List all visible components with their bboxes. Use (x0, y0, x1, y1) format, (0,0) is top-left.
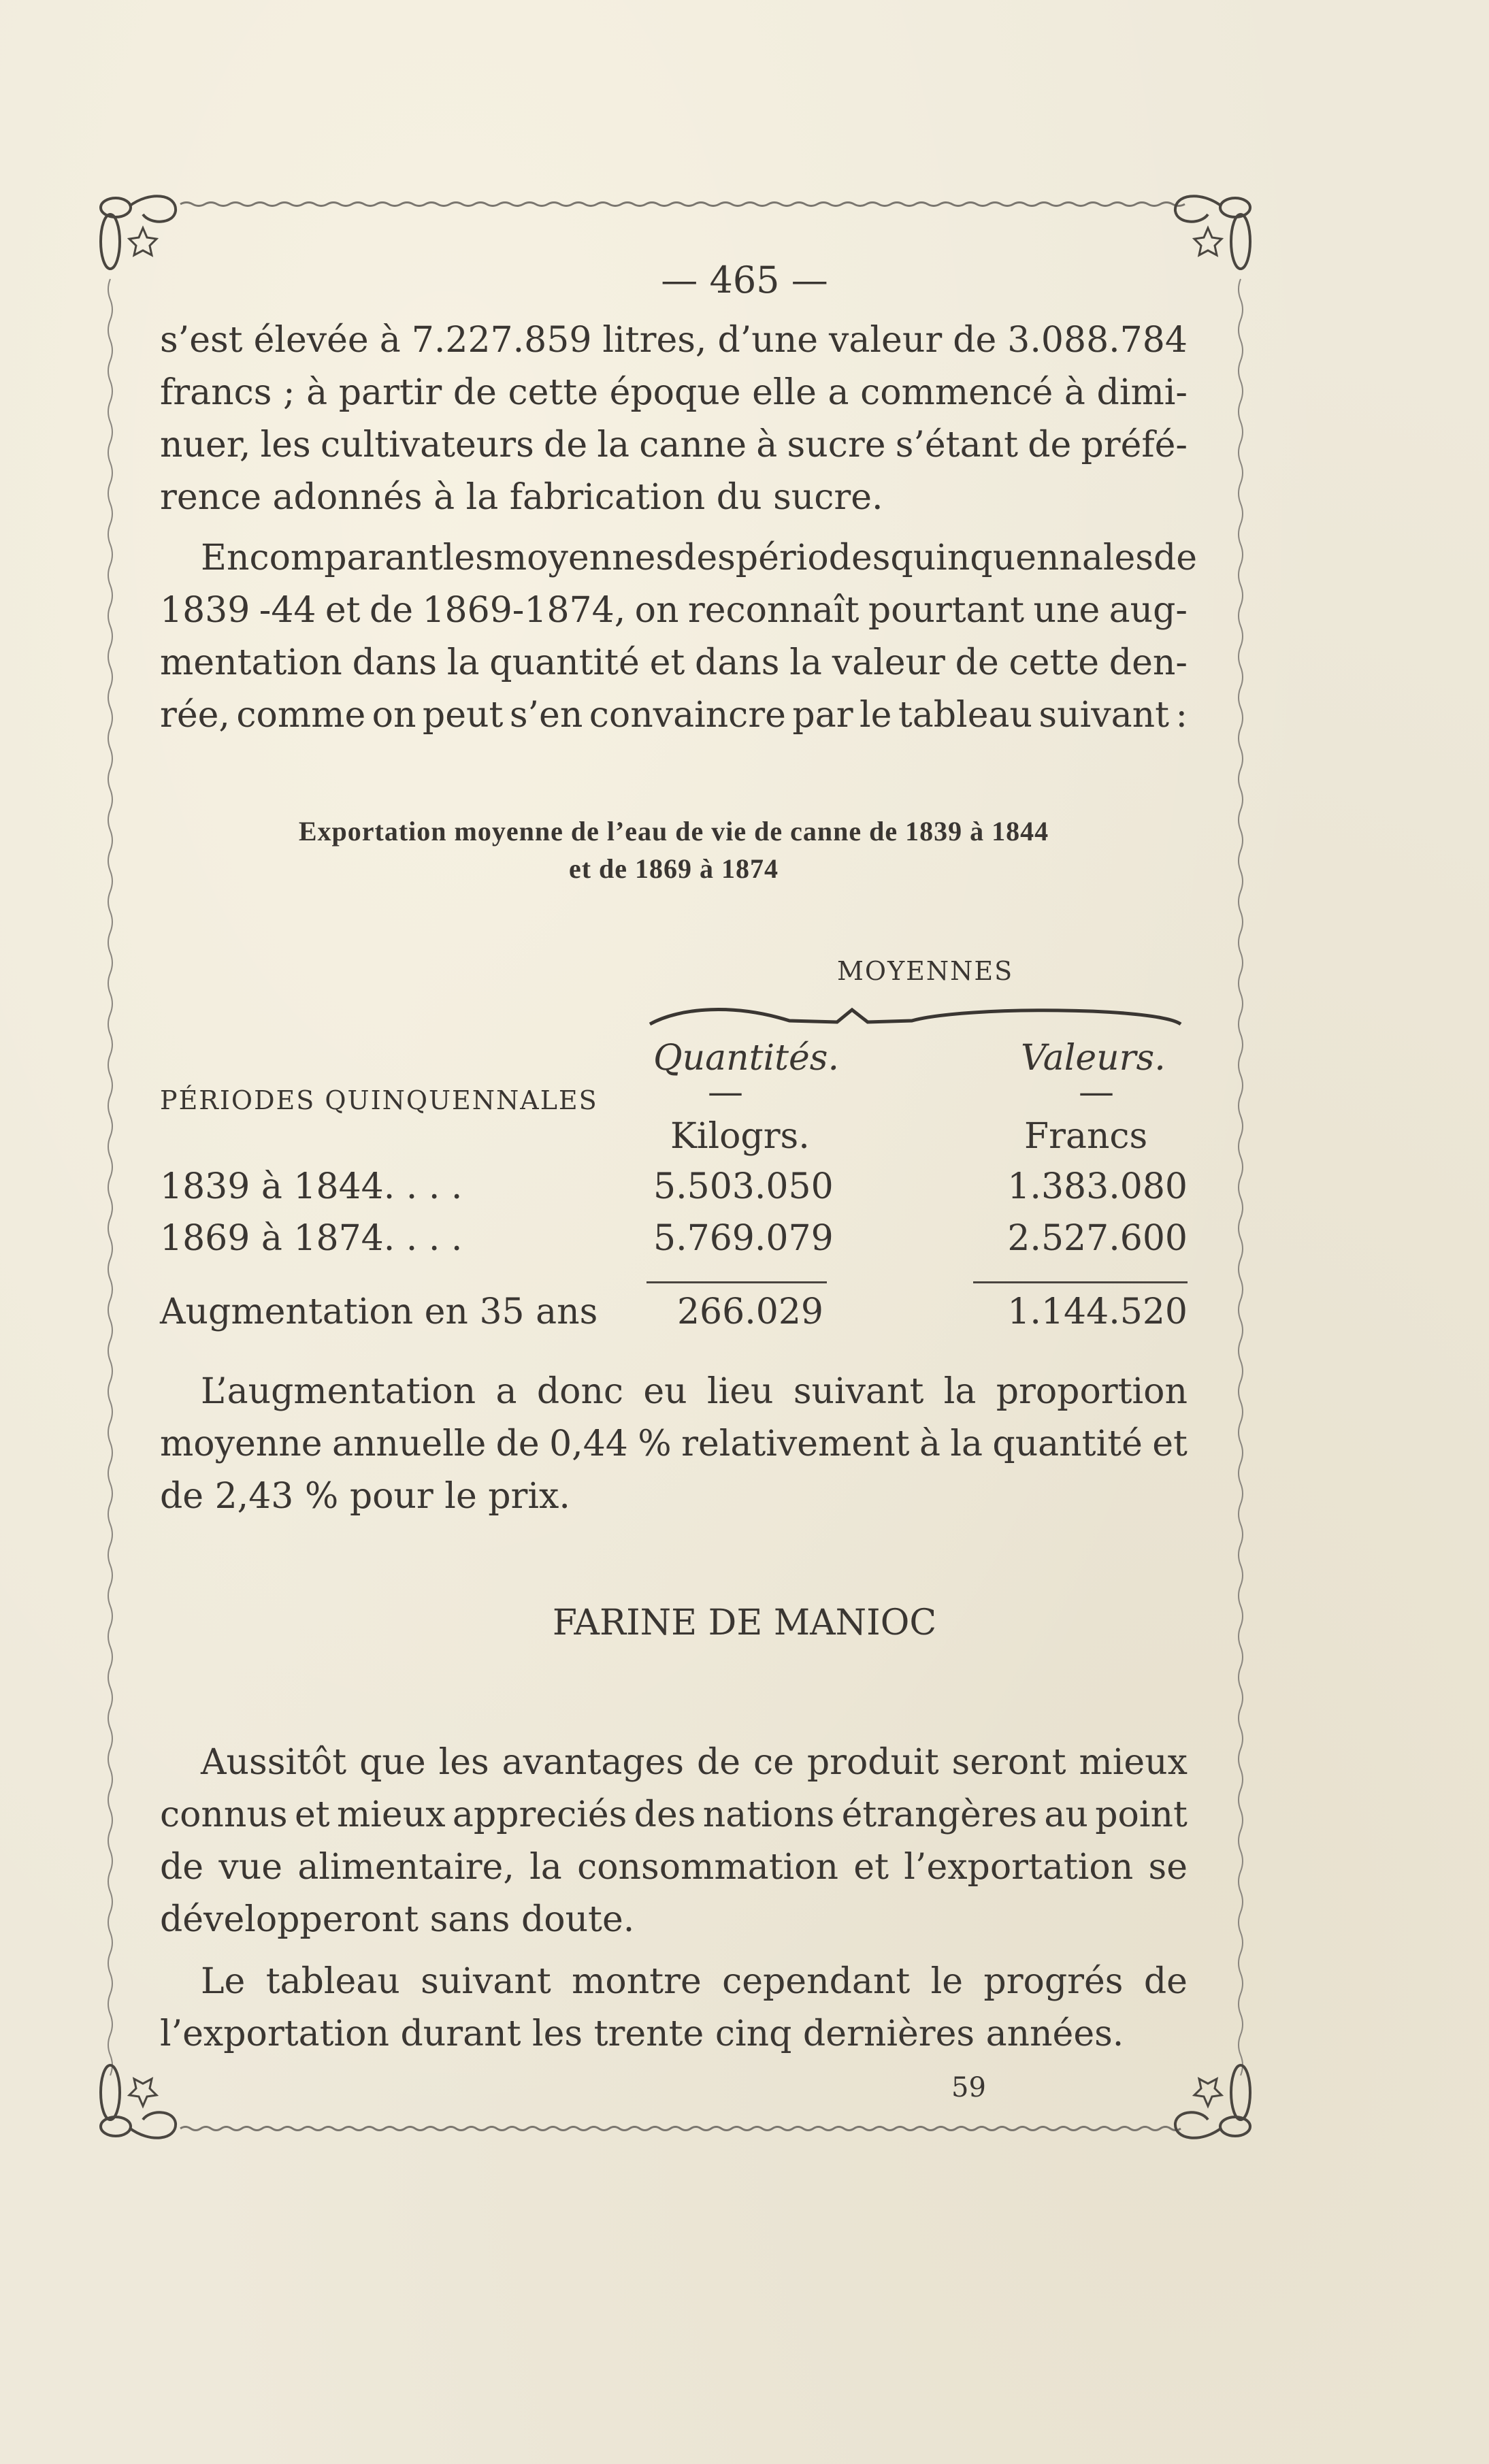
corner-ornament-top-left (101, 196, 176, 269)
page-header-number: — 465 — (661, 259, 828, 301)
text-line: rée, comme on peut s’en convaincre par le tableau suivant : (160, 695, 1188, 736)
column-header-quantites: Quantités. (653, 1038, 840, 1079)
text-line: développeront sans doute. (160, 1899, 635, 1940)
value-cell: 2.527.600 (1007, 1218, 1188, 1259)
text-line: nuer, les cultivateurs de la canne à sucre s’étant de préfé- (160, 425, 1188, 465)
brace-ornament (650, 1010, 1181, 1024)
column-dash-valeurs: — (1079, 1072, 1114, 1113)
right-wave-border (1239, 279, 1243, 2075)
corner-ornament-bottom-left (101, 2065, 176, 2138)
total-label: Augmentation en 35 ans (160, 1292, 598, 1332)
text-line: L’augmentation a donc eu lieu suivant la proportion (201, 1371, 1188, 1412)
text-line: l’exportation durant les trente cinq dernières années. (160, 2014, 1124, 2054)
quantity-cell: 5.503.050 (653, 1166, 834, 1207)
text-line: 1839 -44 et de 1869-1874, on reconnaît pourtant une aug- (160, 590, 1188, 631)
text-line: Le tableau suivant montre cependant le progrés de (201, 1961, 1188, 2002)
left-wave-border (108, 279, 112, 2075)
text-line: rence adonnés à la fabrication du sucre. (160, 477, 883, 518)
section-heading: FARINE DE MANIOC (552, 1603, 937, 1643)
sum-rule-value (973, 1281, 1188, 1283)
text-line: connus et mieux appreciés des nations étrangères au point (160, 1794, 1188, 1835)
text-line: de vue alimentaire, la consommation et l’exportation se (160, 1847, 1188, 1888)
value-cell: 1.383.080 (1007, 1166, 1188, 1207)
corner-ornament-top-right (1175, 196, 1250, 269)
text-line: de 2,43 % pour le prix. (160, 1476, 570, 1517)
bottom-wave-border (180, 2127, 1181, 2131)
column-dash-quantites: — (708, 1072, 743, 1113)
text-line: mentation dans la quantité et dans la valeur de cette den- (160, 642, 1188, 683)
top-wave-border (180, 203, 1185, 206)
unit-kilogrs: Kilogrs. (670, 1116, 810, 1157)
table-title-line-2: et de 1869 à 1874 (568, 853, 779, 884)
signature-mark: 59 (951, 2072, 986, 2103)
table-title-line-1: Exportation moyenne de l’eau de vie de canne de 1839 à 1844 (298, 816, 1049, 847)
period-cell: 1839 à 1844. . . . (160, 1166, 463, 1207)
unit-francs: Francs (1024, 1116, 1148, 1157)
corner-ornament-bottom-right (1175, 2065, 1250, 2138)
group-header-moyennes: MOYENNES (837, 956, 1014, 986)
text-line: moyenne annuelle de 0,44 % relativement à la quantité et (160, 1424, 1188, 1464)
column-header-valeurs: Valeurs. (1021, 1038, 1166, 1079)
period-cell: 1869 à 1874. . . . (160, 1218, 463, 1259)
text-line: s’est élevée à 7.227.859 litres, d’une valeur de 3.088.784 (160, 320, 1188, 361)
text-line: En comparant les moyennes des périodes quinquennales de (201, 538, 1197, 578)
total-quantity: 266.029 (676, 1292, 823, 1332)
quantity-cell: 5.769.079 (653, 1218, 834, 1259)
text-line: Aussitôt que les avantages de ce produit seront mieux (201, 1742, 1188, 1783)
sum-rule-quantity (647, 1281, 827, 1283)
total-value: 1.144.520 (1007, 1292, 1188, 1332)
text-line: francs ; à partir de cette époque elle a commencé à dimi- (160, 372, 1188, 413)
row-header-periodes: PÉRIODES QUINQUENNALES (160, 1085, 598, 1115)
